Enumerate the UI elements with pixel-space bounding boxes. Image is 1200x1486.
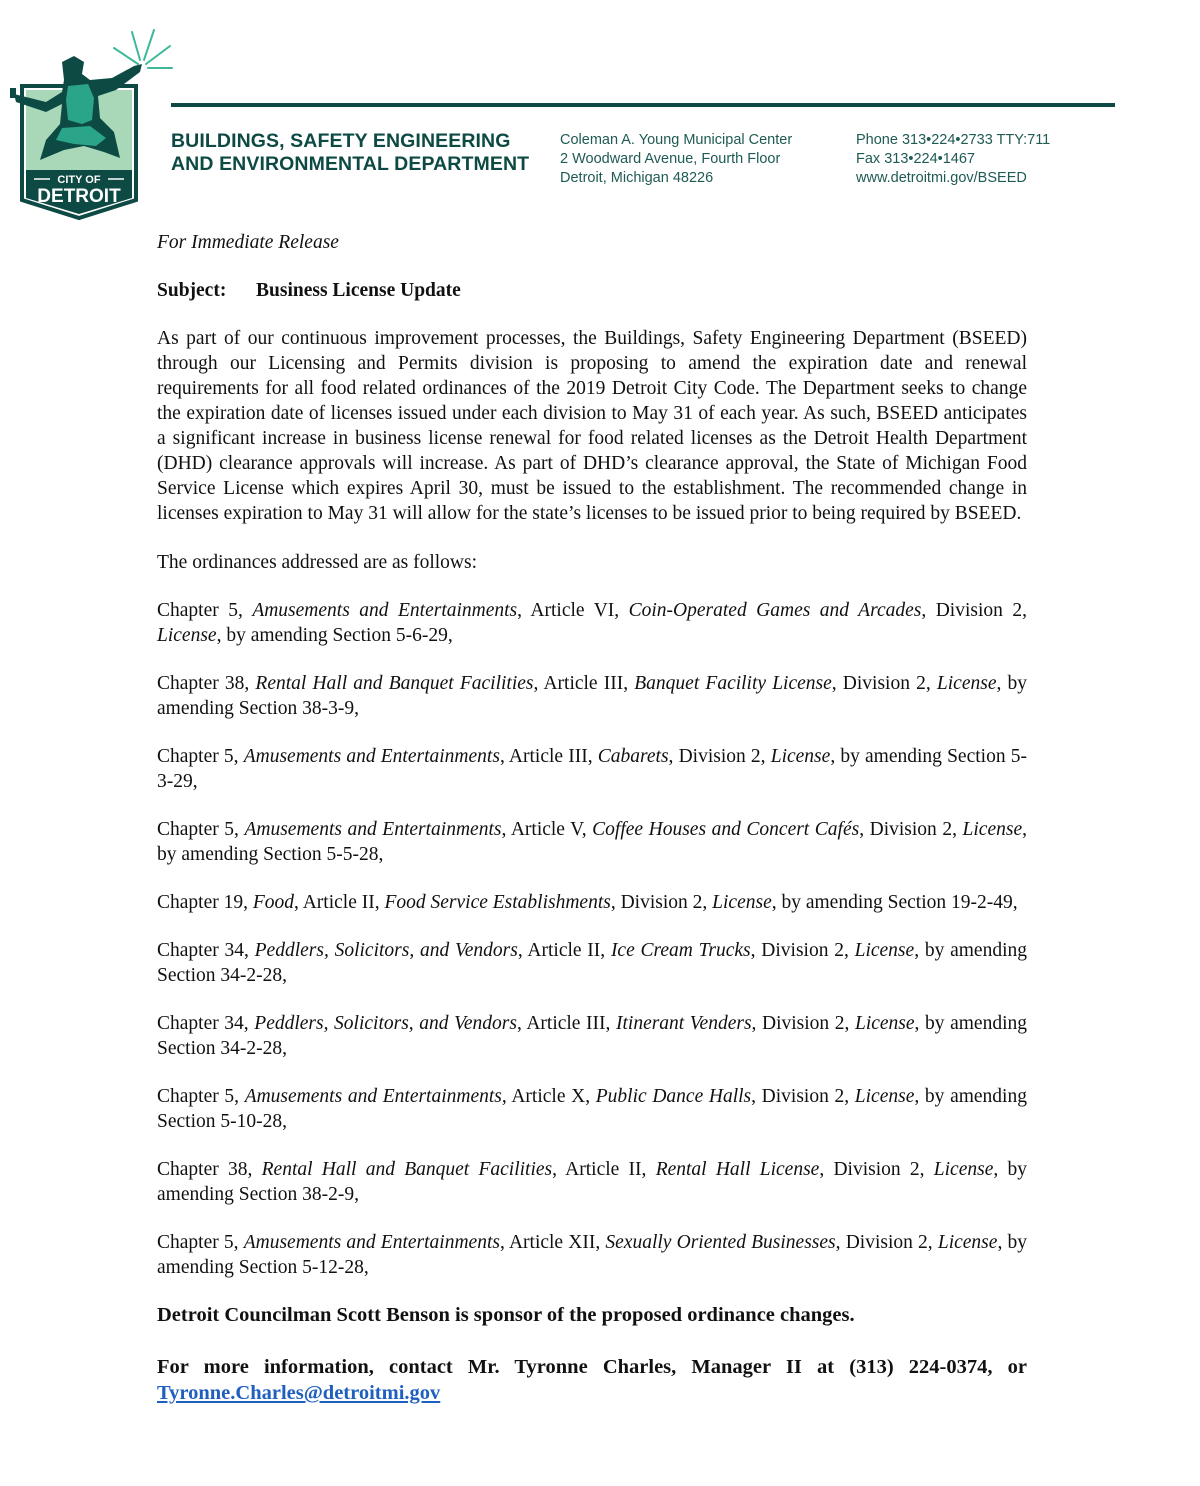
ordinance-item: Chapter 38, Rental Hall and Banquet Facilities, Article III, Banquet Facility License, Division 2, License, by amending Section 38-3-9, [157, 673, 1028, 719]
contact-email-link[interactable]: Tyronne.Charles@detroitmi.gov [157, 1382, 441, 1404]
ordinances-lead: The ordinances addressed are as follows: [157, 552, 478, 573]
ordinance-list [157, 598, 1027, 1280]
ordinance-item: Chapter 38, Rental Hall and Banquet Facilities, Article II, Rental Hall License, Division 2, License, by amending Section 38-2-9, [157, 1159, 1028, 1205]
svg-text:DETROIT: DETROIT [37, 186, 121, 207]
intro-paragraph: As part of our continuous improvement processes, the Buildings, Safety Engineering Department (BSEED) through our Licensing and Permits division is proposing to amend the expiration date and renewal requirements for all food related ordinances of the 2019 Detroit City Code. The Department seeks to change the expiration date of licenses issued under each division to May 31 of each year. As such, BSEED anticipates a significant increase in business license renewal for food related licenses as the Detroit Health Department (DHD) clearance approvals will increase. As part of DHD’s clearance approval, the State of Michigan Food Service License which expires April 30, must be issued to the establishment. The recommended change in licenses expiration to May 31 will allow for the state’s licenses to be issued prior to being required by BSEED. [157, 328, 1027, 524]
ordinance-item: Chapter 34, Peddlers, Solicitors, and Vendors, Article II, Ice Cream Trucks, Division 2, License, by amending Section 34-2-28, [157, 940, 1027, 986]
department-name [171, 130, 529, 176]
website-link[interactable]: www.detroitmi.gov/BSEED [856, 170, 1027, 186]
address-line: Coleman A. Young Municipal Center [560, 132, 793, 148]
ordinance-item: Chapter 19, Food, Article II, Food Service Establishments, Division 2, License, by amending Section 19-2-49, [157, 892, 1018, 913]
department-contact [856, 131, 1050, 188]
subject-label: Subject: [157, 280, 227, 301]
subject-line [157, 278, 1027, 303]
ordinance-item: Chapter 5, Amusements and Entertainments, Article X, Public Dance Halls, Division 2, License, by amending Section 5-10-28, [157, 1086, 1027, 1132]
header-rule [171, 103, 1115, 107]
city-of-detroit-logo [4, 28, 176, 222]
department-line-1: BUILDINGS, SAFETY ENGINEERING [171, 130, 511, 152]
department-line-2: AND ENVIRONMENTAL DEPARTMENT [171, 153, 530, 175]
press-release-body [157, 230, 1027, 1406]
ordinance-item: Chapter 5, Amusements and Entertainments, Article VI, Coin-Operated Games and Arcades, Division 2, License, by amending Section 5-6-29, [157, 600, 1027, 646]
address-line: 2 Woodward Avenue, Fourth Floor [560, 151, 781, 167]
ordinance-item: Chapter 5, Amusements and Entertainments, Article III, Cabarets, Division 2, License, by amending Section 5-3-29, [157, 746, 1027, 792]
sponsor-statement: Detroit Councilman Scott Benson is sponsor of the proposed ordinance changes. [157, 1304, 855, 1326]
fax-line: Fax 313•224•1467 [856, 151, 975, 167]
address-line: Detroit, Michigan 48226 [560, 170, 714, 186]
contact-info [157, 1354, 1027, 1406]
subject-value: Business License Update [256, 280, 461, 301]
svg-text:CITY OF: CITY OF [57, 174, 101, 186]
phone-line: Phone 313•224•2733 TTY:711 [856, 132, 1051, 148]
ordinance-item: Chapter 5, Amusements and Entertainments, Article V, Coffee Houses and Concert Cafés, Division 2, License, by amending Section 5-5-28, [157, 819, 1027, 865]
release-label: For Immediate Release [157, 232, 339, 253]
ordinance-item: Chapter 5, Amusements and Entertainments, Article XII, Sexually Oriented Businesses, Division 2, License, by amending Section 5-12-28, [157, 1232, 1027, 1278]
ordinance-item: Chapter 34, Peddlers, Solicitors, and Vendors, Article III, Itinerant Venders, Division 2, License, by amending Section 34-2-28, [157, 1013, 1027, 1059]
department-address [560, 131, 792, 188]
contact-text: For more information, contact Mr. Tyronne Charles, Manager II at (313) 224-0374, or [157, 1356, 1027, 1378]
sparkle-icon [114, 30, 172, 68]
